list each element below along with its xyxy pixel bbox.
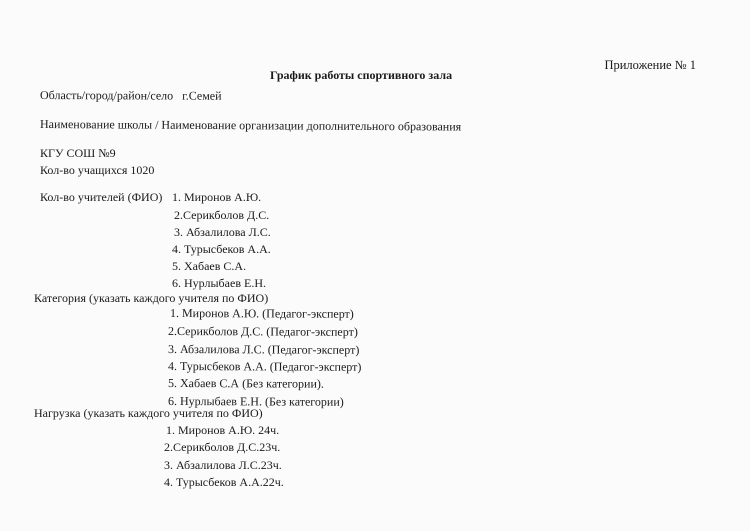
teacher-item: 6. Нурлыбаев Е.Н. — [172, 276, 266, 290]
teacher-item: 5. Хабаев С.А. — [172, 259, 247, 273]
load-item: 4. Турысбеков А.А.22ч. — [164, 475, 284, 489]
appendix-label: Приложение № 1 — [604, 58, 696, 72]
load-item: 1. Миронов А.Ю. 24ч. — [166, 423, 280, 437]
teachers-label: Кол-во учителей (ФИО) — [40, 190, 163, 204]
document-title: График работы спортивного зала — [270, 68, 453, 82]
region-value: г.Семей — [182, 88, 222, 103]
school-value: КГУ СОШ №9 — [40, 146, 116, 160]
category-item: 2.Серикболов Д.С. (Педагог-эксперт) — [167, 324, 358, 339]
load-item: 3. Абзалилова Л.С.23ч. — [164, 458, 282, 472]
teacher-item: 1. Миронов А.Ю. — [172, 190, 262, 204]
region-label: Область/город/район/село — [39, 88, 174, 103]
category-item: 1. Миронов А.Ю. (Педагог-эксперт) — [169, 306, 354, 321]
load-label: Нагрузка (указать каждого учителя по ФИО) — [34, 406, 263, 420]
teacher-item: 3. Абзалилова Л.С. — [174, 225, 271, 239]
category-item: 6. Нурлыбаев Е.Н. (Без категории) — [167, 394, 344, 409]
load-item: 2.Серикболов Д.С.23ч. — [164, 440, 281, 454]
students-count: Кол-во учащихся 1020 — [40, 163, 155, 177]
school-label: Наименование школы / Наименование организации дополнительного образования — [39, 117, 462, 134]
category-item: 5. Хабаев С.А (Без категории). — [167, 376, 324, 391]
category-item: 3. Абзалилова Л.С. (Педагог-эксперт) — [167, 342, 360, 357]
teacher-item: 4. Турысбеков А.А. — [172, 242, 271, 256]
teacher-item: 2.Серикболов Д.С. — [174, 208, 270, 222]
category-label: Категория (указать каждого учителя по ФИО) — [34, 291, 269, 305]
region-row — [40, 88, 222, 103]
category-item: 4. Турысбеков А.А. (Педагог-эксперт) — [167, 359, 362, 374]
